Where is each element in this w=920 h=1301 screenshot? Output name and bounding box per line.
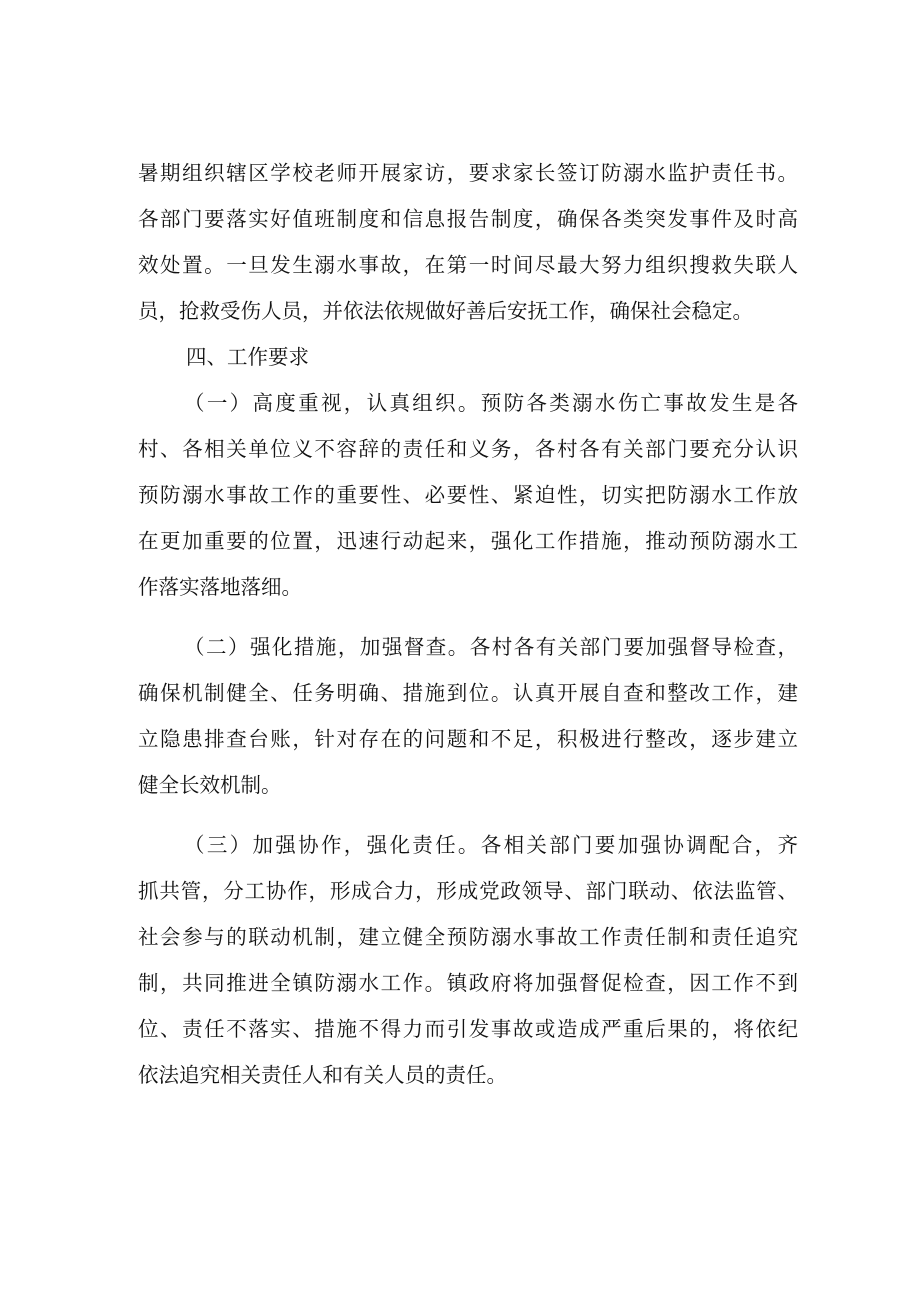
text-line: 健全长效机制。 — [138, 773, 282, 797]
section-heading: 四、工作要求 — [186, 345, 309, 369]
text-line: 暑期组织辖区学校老师开展家访，要求家长签订防溺水监护责任书。 — [138, 161, 798, 185]
text-line: 制，共同推进全镇防溺水工作。镇政府将加强督促检查，因工作不到 — [138, 971, 798, 995]
text-line: 员，抢救受伤人员，并依法依规做好善后安抚工作，确保社会稳定。 — [138, 299, 753, 323]
text-line: 预防溺水事故工作的重要性、必要性、紧迫性，切实把防溺水工作放 — [138, 483, 798, 507]
paragraph-first-line: （一）高度重视，认真组织。预防各类溺水伤亡事故发生是各 — [184, 391, 798, 415]
text-line: 依法追究相关责任人和有关人员的责任。 — [138, 1063, 507, 1087]
text-line: 位、责任不落实、措施不得力而引发事故或造成严重后果的，将依纪 — [138, 1017, 798, 1041]
paragraph-first-line: （二）强化措施，加强督查。各村各有关部门要加强督导检查， — [184, 635, 798, 659]
text-line: 在更加重要的位置，迅速行动起来，强化工作措施，推动预防溺水工 — [138, 529, 798, 553]
text-line: 社会参与的联动机制，建立健全预防溺水事故工作责任制和责任追究 — [138, 925, 798, 949]
text-line: 村、各相关单位义不容辞的责任和义务，各村各有关部门要充分认识 — [138, 437, 798, 461]
text-line: 各部门要落实好值班制度和信息报告制度，确保各类突发事件及时高 — [138, 207, 798, 231]
paragraph-first-line: （三）加强协作，强化责任。各相关部门要加强协调配合，齐 — [184, 833, 798, 857]
text-line: 确保机制健全、任务明确、措施到位。认真开展自查和整改工作，建 — [138, 681, 798, 705]
text-line: 立隐患排查台账，针对存在的问题和不足，积极进行整改，逐步建立 — [138, 727, 798, 751]
text-line: 作落实落地落细。 — [138, 575, 302, 599]
text-line: 抓共管，分工协作，形成合力，形成党政领导、部门联动、依法监管、 — [138, 879, 798, 903]
text-line: 效处置。一旦发生溺水事故，在第一时间尽最大努力组织搜救失联人 — [138, 253, 798, 277]
